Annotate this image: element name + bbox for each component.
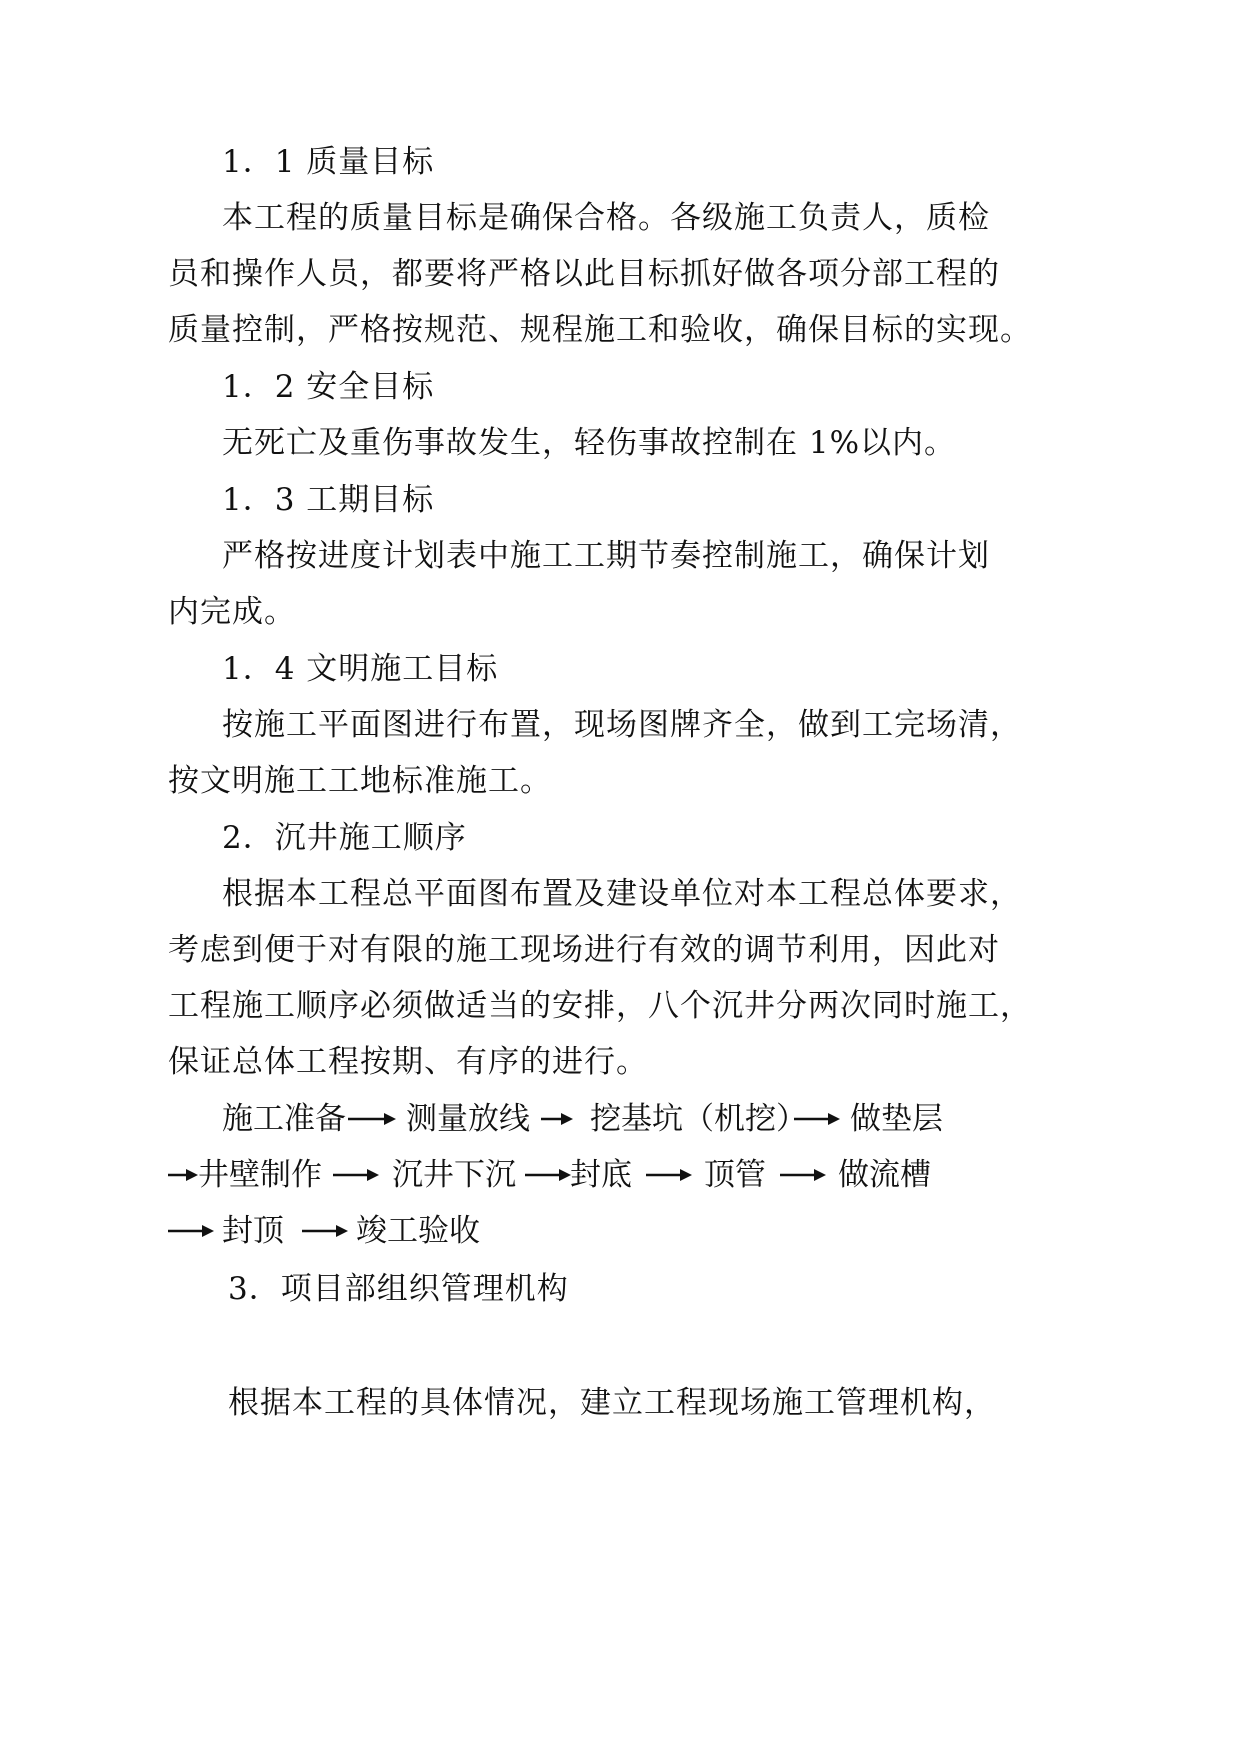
flow-step: 施工准备 (222, 1101, 346, 1137)
paragraph-line: 内完成。 (168, 594, 296, 630)
flow-step: 挖基坑（机挖） (590, 1101, 807, 1137)
paragraph-line: 工程施工顺序必须做适当的安排，八个沉井分两次同时施工， (168, 988, 1032, 1024)
right-arrow-icon (168, 1206, 214, 1256)
right-arrow-icon (168, 1150, 198, 1200)
flow-step: 井壁制作 (198, 1157, 322, 1193)
flow-step: 沉井下沉 (392, 1157, 516, 1193)
paragraph-line: 本工程的质量目标是确保合格。各级施工负责人，质检 (222, 200, 990, 236)
paragraph-line: 按施工平面图进行布置，现场图牌齐全，做到工完场清， (222, 707, 1022, 743)
right-arrow-icon (348, 1094, 396, 1144)
paragraph-line: 根据本工程的具体情况，建立工程现场施工管理机构， (228, 1385, 996, 1421)
flow-step: 竣工验收 (356, 1213, 480, 1249)
flow-step: 测量放线 (406, 1101, 530, 1137)
paragraph-line: 无死亡及重伤事故发生，轻伤事故控制在 1%以内。 (222, 425, 957, 461)
right-arrow-icon (302, 1206, 348, 1256)
flow-row-1 (0, 1094, 1241, 1144)
flow-step: 做流槽 (838, 1157, 931, 1193)
flow-row-3 (0, 1206, 1241, 1256)
right-arrow-icon (541, 1094, 573, 1144)
paragraph-line: 严格按进度计划表中施工工期节奏控制施工，确保计划 (222, 538, 990, 574)
right-arrow-icon (794, 1094, 840, 1144)
right-arrow-icon (525, 1150, 571, 1200)
heading-1-2: 1．2 安全目标 (222, 369, 435, 405)
paragraph-line: 质量控制，严格按规范、规程施工和验收，确保目标的实现。 (168, 312, 1032, 348)
right-arrow-icon (333, 1150, 379, 1200)
flow-row-2 (0, 1150, 1241, 1200)
heading-1-4: 1．4 文明施工目标 (222, 651, 499, 687)
paragraph-line: 根据本工程总平面图布置及建设单位对本工程总体要求， (222, 876, 1022, 912)
paragraph-line: 按文明施工工地标准施工。 (168, 763, 552, 799)
paragraph-line: 保证总体工程按期、有序的进行。 (168, 1044, 648, 1080)
heading-1-3: 1．3 工期目标 (222, 482, 435, 518)
paragraph-line: 考虑到便于对有限的施工现场进行有效的调节利用，因此对 (168, 932, 1000, 968)
right-arrow-icon (646, 1150, 692, 1200)
paragraph-line: 员和操作人员，都要将严格以此目标抓好做各项分部工程的 (168, 256, 1000, 292)
right-arrow-icon (780, 1150, 826, 1200)
flow-step: 封底 (570, 1157, 632, 1193)
flow-step: 顶管 (704, 1157, 766, 1193)
flow-step: 封顶 (222, 1213, 284, 1249)
heading-2: 2．沉井施工顺序 (222, 820, 467, 856)
heading-1-1: 1．1 质量目标 (222, 144, 435, 180)
flow-step: 做垫层 (850, 1101, 943, 1137)
heading-3: 3．项目部组织管理机构 (228, 1271, 569, 1307)
